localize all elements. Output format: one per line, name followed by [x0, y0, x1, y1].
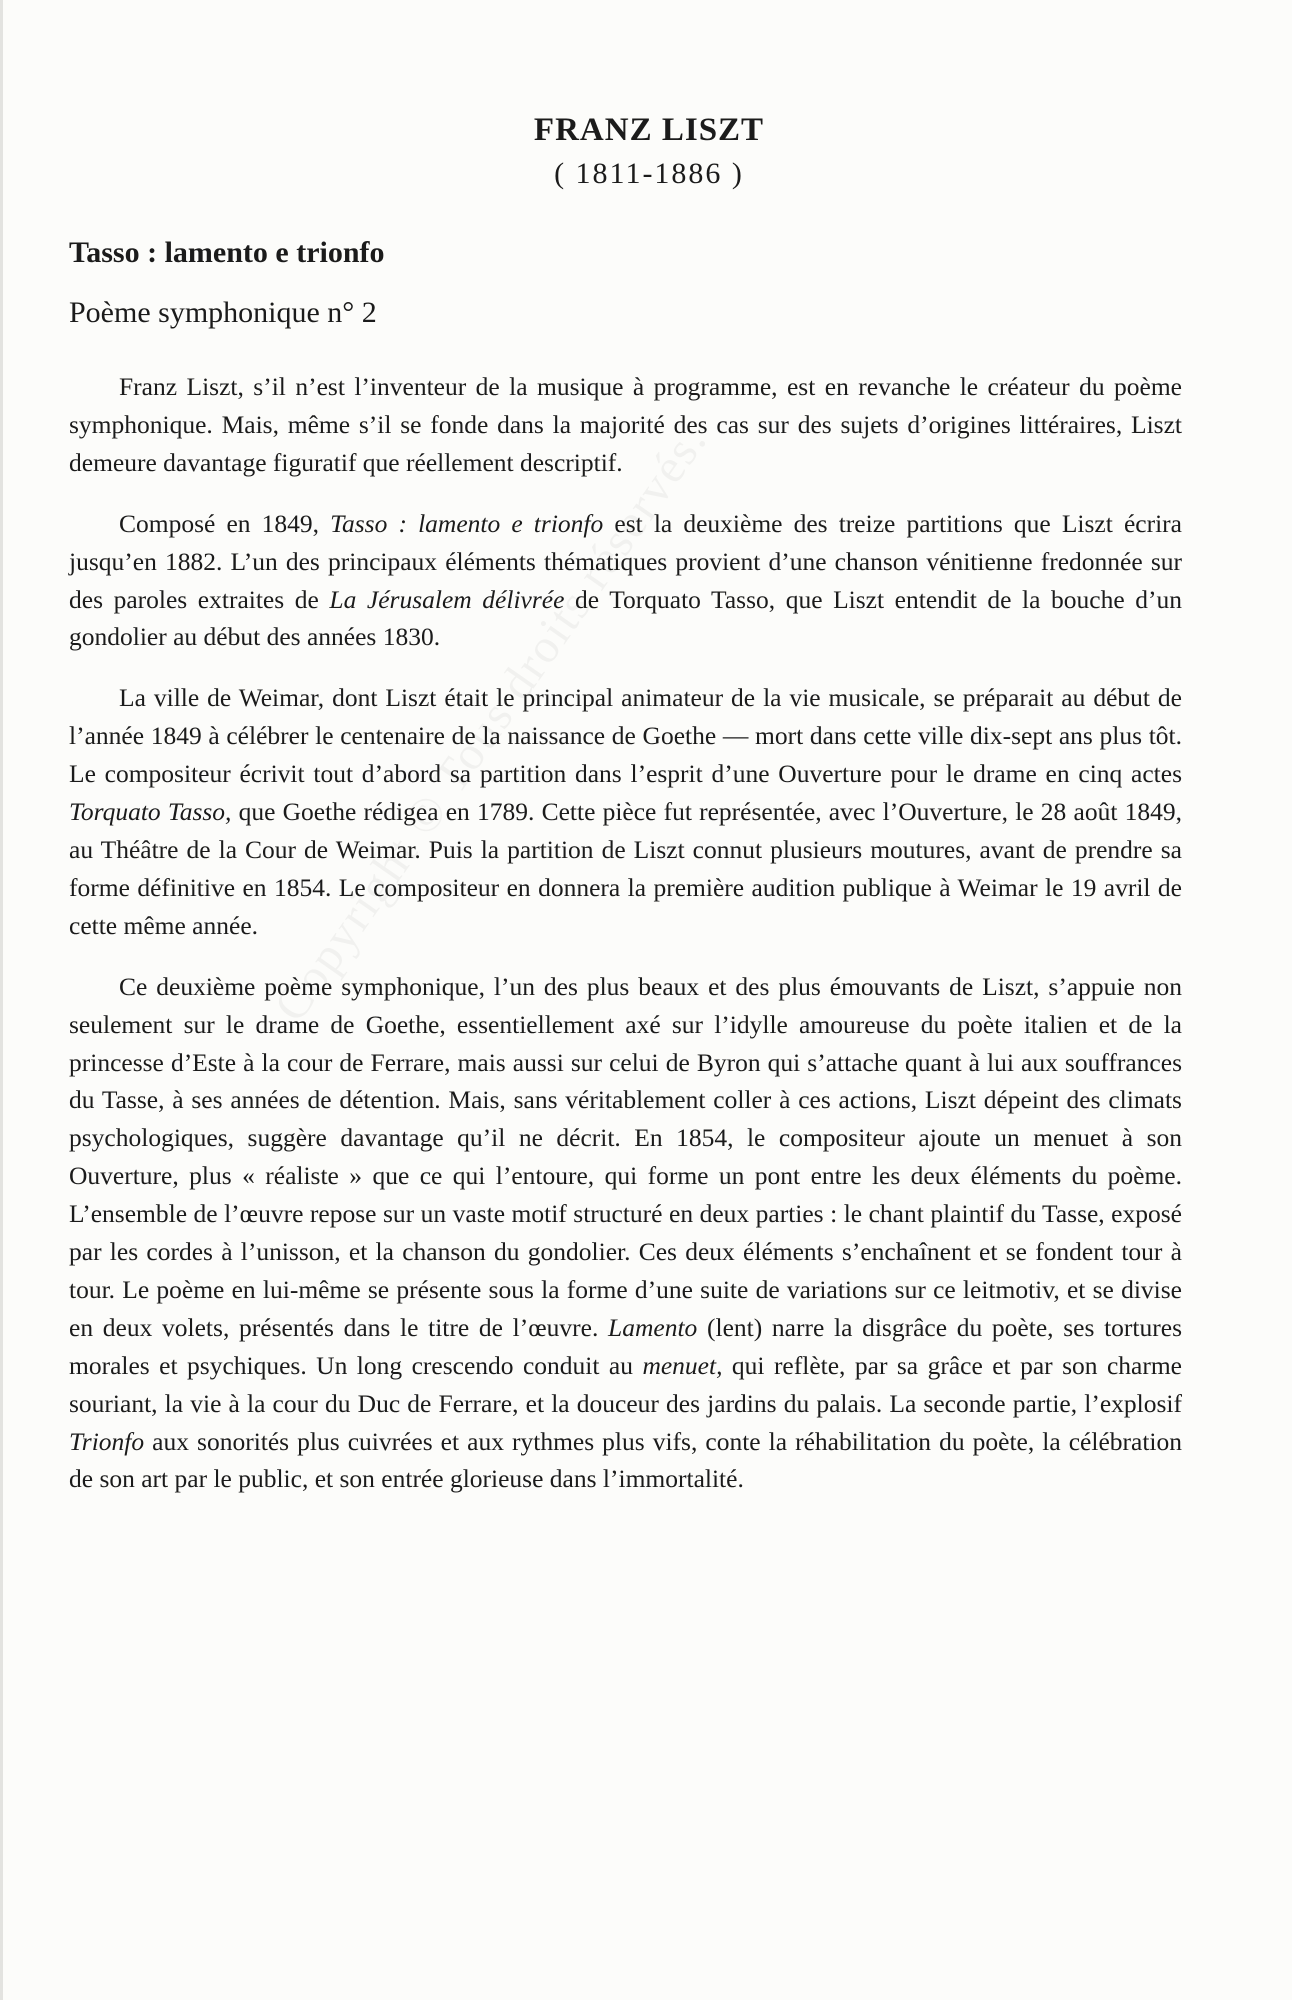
text-run: Ce deuxième poème symphonique, l’un des plus beaux et des plus émouvants de Liszt, s’appuie non seulement sur le drame de Goethe, essentiellement axé sur l’idylle amoureuse du poète italien et de la princesse d’Este à la cour de Ferrare, mais aussi sur celui de Byron qui s’attache quant à lui aux souffrances du Tasse, à ses années de détention. Mais, sans véritablement coller à ces actions, Liszt dépeint des climats psychologiques, suggère davantage qu’il ne décrit. En 1854, le compositeur ajoute un menuet à son Ouverture, plus « réaliste » que ce qui l’entoure, qui forme un pont entre les deux éléments du poème. L’ensemble de l’œuvre repose sur un vaste motif structuré en deux parties : le chant plaintif du Tasse, exposé par les cordes à l’unisson, et la chanson du gondolier. Ces deux éléments s’enchaînent et se fondent tour à tour. Le poème en lui-même se présente sous la forme d’une suite de variations sur ce leitmotiv, et se divise en deux volets, présentés dans le titre de l’œuvre. — [69, 971, 1182, 1342]
composer-dates: ( 1811-1886 ) — [554, 157, 744, 190]
work-subtitle: Poème symphonique n° 2 — [69, 296, 377, 329]
text-run: aux sonorités plus cuivrées et aux rythmes plus vifs, conte la réhabilitation du poète, la célébration de son art par le public, et son entrée glorieuse dans l’immortalité. — [69, 1426, 1182, 1494]
text-run: (lent) narre la disgrâce du poète, ses tortures morales et psychiques. Un long crescendo conduit au — [69, 1312, 1182, 1380]
paragraph — [69, 505, 1182, 657]
text-run: qui reflète, par sa grâce et par son charme souriant, la vie à la cour du Duc de Ferrare, et la douceur des jardins du palais. La seconde partie, l’explosif — [69, 1350, 1183, 1418]
italic-text: Lamento — [608, 1312, 698, 1342]
text-run: est la deuxième des treize partitions que Liszt écrira jusqu’en 1882. L’un des principaux éléments thématiques provient d’une chanson vénitienne fredonnée sur des paroles extraites de — [69, 508, 1182, 614]
italic-text: La Jérusalem délivrée — [329, 584, 565, 614]
italic-text: Tasso : lamento e trionfo — [330, 508, 604, 538]
paragraph — [69, 368, 1182, 482]
text-run: de Torquato Tasso, que Liszt entendit de la bouche d’un gondolier au début des années 1830. — [69, 584, 1182, 652]
page-header — [3, 108, 1292, 196]
italic-text: Trionfo — [69, 1426, 145, 1456]
text-run: que Goethe rédigea en 1789. Cette pièce fut représentée, avec l’Ouverture, le 28 août 1849, au Théâtre de la Cour de Weimar. Puis la partition de Liszt connut plusieurs moutures, avant de prendre sa forme définitive en 1854. Le compositeur en donnera la première audition publique à Weimar le 19 avril de cette même année. — [69, 797, 1182, 940]
paragraph — [69, 679, 1182, 944]
body-text — [69, 368, 1182, 1521]
work-title: Tasso : lamento e trionfo — [69, 236, 385, 269]
text-run: Composé en 1849, — [119, 508, 331, 538]
italic-text: Torquato Tasso, — [69, 797, 232, 827]
italic-text: menuet, — [642, 1350, 723, 1380]
composer-name: FRANZ LISZT — [533, 112, 765, 148]
text-run: La ville de Weimar, dont Liszt était le principal animateur de la vie musicale, se préparait au début de l’année 1849 à célébrer le centenaire de la naissance de Goethe — mort dans cette ville dix-sept ans plus tôt. Le compositeur écrivit tout d’abord sa partition dans l’esprit d’une Ouverture pour le drame en cinq actes — [69, 683, 1182, 789]
paragraph — [69, 968, 1182, 1499]
text-run: Franz Liszt, s’il n’est l’inventeur de la musique à programme, est en revanche le créateur du poème symphonique. Mais, même s’il se fonde dans la majorité des cas sur des sujets d’origines littéraires, Liszt demeure davantage figuratif que réellement descriptif. — [69, 372, 1182, 477]
